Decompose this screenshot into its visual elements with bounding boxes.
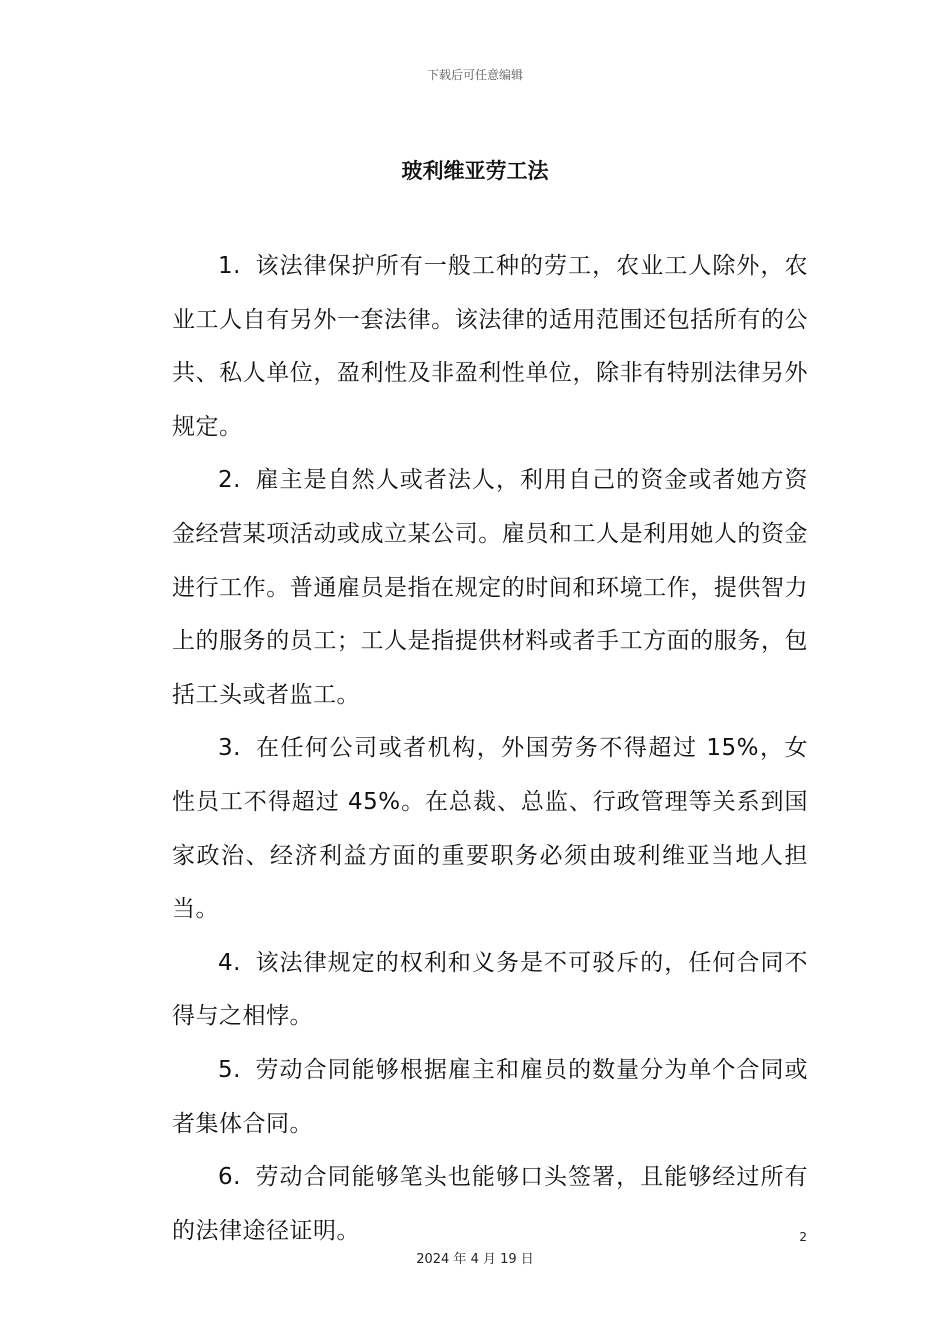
paragraph-number: 6. xyxy=(218,1164,241,1191)
page-number: 2 xyxy=(799,1230,807,1244)
paragraph-4 xyxy=(172,937,808,1044)
paragraph-6 xyxy=(172,1151,808,1258)
paragraph-text: 劳动合同能够笔头也能够口头签署，且能够经过所有的法律途径证明。 xyxy=(172,1164,808,1244)
paragraph-text: 该法律规定的权利和义务是不可驳斥的，任何合同不得与之相悖。 xyxy=(172,949,808,1030)
paragraph-number: 1. xyxy=(218,253,241,279)
paragraph-text: 雇主是自然人或者法人，利用自己的资金或者她方资金经营某项活动或成立某公司。雇员和工人是利用她人的资金进行工作。普通雇员是指在规定的时间和环境工作，提供智力上的服务的员工；工人是指提供材料或者手工方面的服务，包括工头或者监工。 xyxy=(172,467,808,708)
paragraph-2 xyxy=(172,454,808,722)
paragraph-number: 4. xyxy=(218,949,241,976)
paragraph-text: 劳动合同能够根据雇主和雇员的数量分为单个合同或者集体合同。 xyxy=(172,1056,808,1137)
paragraph-1 xyxy=(172,240,808,454)
paragraph-number: 3. xyxy=(218,735,241,762)
paragraph-3 xyxy=(172,722,808,936)
header-note: 下载后可任意编辑 xyxy=(426,68,523,82)
paragraph-5 xyxy=(172,1044,808,1151)
paragraph-text: 该法律保护所有一般工种的劳工，农业工人除外，农业工人自有另外一套法律。该法律的适用范围还包括所有的公共、私人单位，盈利性及非盈利性单位，除非有特别法律另外规定。 xyxy=(172,253,808,440)
paragraph-number: 5. xyxy=(218,1056,241,1083)
document-title: 玻利维亚劳工法 xyxy=(401,159,549,183)
footer-date: 2024 年 4 月 19 日 xyxy=(416,1252,534,1267)
document-body xyxy=(172,240,808,1258)
paragraph-text: 在任何公司或者机构，外国劳务不得超过 15%，女性员工不得超过 45%。在总裁、总监、行政管理等关系到国家政治、经济利益方面的重要职务必须由玻利维亚当地人担当。 xyxy=(172,735,808,923)
paragraph-number: 2. xyxy=(218,467,241,494)
